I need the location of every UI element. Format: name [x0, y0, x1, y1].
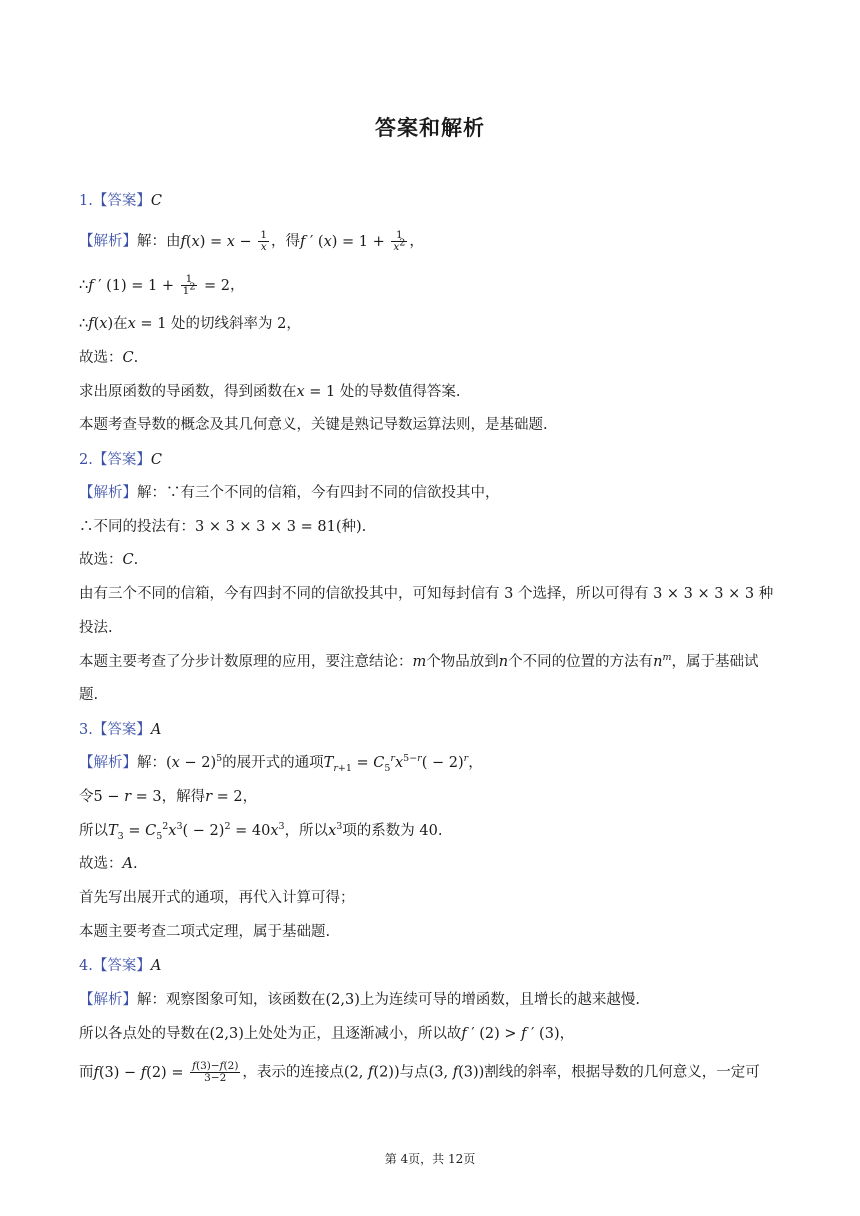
q2-analysis-line-4 [79, 583, 784, 605]
q3-text: . [437, 823, 443, 839]
q3-analysis-line-4 [79, 853, 784, 875]
q1-analysis-line-5 [79, 381, 784, 403]
q4-text: 而 [79, 1064, 94, 1081]
q3-equation: 5 − r = 3 [93, 789, 162, 805]
q1-text: ，得 [271, 233, 301, 250]
q2-answer-line [79, 449, 784, 471]
q1-analysis-tag: 【解析】 [79, 233, 137, 250]
q2-text: (种). [335, 519, 367, 535]
q3-text: 解： [137, 755, 166, 771]
q3-answer-tag: 【答案】 [92, 722, 151, 738]
q1-formula-f-prime-1: f ′ (1) = 1 + $\frac{1}{1^2}$ = 2 [88, 273, 230, 297]
q3-t3: $T_3 = C_5^2x^3( - 2)^2 = 40x^3$ [108, 821, 285, 842]
q4-number: 4. [79, 958, 93, 974]
q3-text: 所以 [79, 823, 108, 839]
q3-choice: A [122, 856, 133, 872]
q3-coefficient: 40 [419, 823, 438, 839]
q1-text: 在 [113, 316, 128, 332]
q4-text: 解：观察图象可知，该函数在 [137, 992, 326, 1008]
page-title: 答案和解析 [375, 116, 485, 140]
q1-text: 处的切线斜率为 [171, 316, 273, 332]
q3-analysis-tag: 【解析】 [79, 755, 137, 771]
q3-general-term: $T_{r+1} = C_5^rx^{5-r}( - 2)^r$ [323, 753, 469, 774]
q3-analysis-line-1 [79, 752, 784, 774]
q4-text: 与点 [399, 1064, 429, 1081]
q4-answer-tag: 【答案】 [92, 958, 151, 974]
q2-analysis-tag: 【解析】 [79, 485, 137, 501]
q2-choice: C [122, 552, 134, 568]
q4-secant-formula: f(3) − f(2) = $\frac{f(3)-f(2)}{3-2}$ [93, 1060, 239, 1084]
q2-var-m: m [412, 654, 427, 670]
q1-answer-tag: 【答案】 [92, 193, 151, 209]
q4-interval: (2,3) [209, 1026, 244, 1042]
q3-x-cubed: $x^3$ [328, 821, 343, 839]
q2-number-3: 3 [504, 586, 514, 602]
q1-number: 1. [79, 193, 93, 209]
q4-analysis-line-3 [79, 1061, 784, 1084]
q4-text: ，表示的连接点 [242, 1064, 344, 1081]
q2-text: 故选： [79, 552, 123, 568]
q2-product: 3 × 3 × 3 × 3 = 81 [195, 519, 336, 535]
q3-analysis-line-2 [79, 786, 784, 808]
q4-analysis-line-1 [79, 989, 784, 1011]
q1-text: ， [409, 233, 424, 250]
q1-text: ∴ [79, 316, 89, 332]
q1-choice: C [122, 350, 134, 366]
q1-text: 故选： [79, 350, 123, 366]
q2-text: 种 [758, 586, 774, 602]
q2-text: ∴不同的投法有： [79, 519, 195, 535]
q4-point-2: (3, f(3)) [428, 1064, 485, 1081]
q4-interval: (2,3) [325, 992, 360, 1008]
q2-text: 由有三个不同的信箱，今有四封不同的信欲投其中，可知每封信有 [79, 586, 500, 602]
q1-text: . [133, 350, 139, 366]
q1-text: ， [286, 316, 301, 332]
q3-answer-choice: A [150, 722, 162, 738]
q3-analysis-line-3 [79, 820, 784, 842]
q1-x-eq-1: x = 1 [127, 316, 172, 332]
q3-text: ，解得 [161, 789, 206, 805]
q2-analysis-line-6 [79, 651, 784, 673]
q3-text: 项的系数为 [342, 823, 415, 839]
q3-analysis-line-5: 首先写出展开式的通项，再代入计算可得； [79, 890, 355, 906]
q4-text: 所以各点处的导数在 [79, 1026, 210, 1042]
q4-text: 上为连续可导的增函数，且增长的越来越慢. [359, 992, 640, 1008]
q4-derivative-compare: f ′ (2) > f ′ (3) [461, 1026, 560, 1042]
q4-text: 割线的斜率，根据导数的几何意义，一定可 [484, 1064, 760, 1081]
q3-text: ，所以 [284, 823, 329, 839]
q3-text: 的展开式的通项 [222, 755, 324, 771]
q1-text: 处的导数值得答案. [339, 384, 461, 400]
q1-analysis-line-3 [79, 313, 784, 335]
q3-text: ， [242, 789, 258, 805]
page-footer: 第 4页，共 12页 [384, 1152, 476, 1166]
q2-text: 个不同的位置的方法有 [508, 654, 654, 670]
q1-analysis-line-6: 本题考查导数的概念及其几何意义，关键是熟记导数运算法则，是基础题. [79, 417, 548, 433]
q3-binomial: $(x - 2)^5$ [166, 753, 223, 771]
q1-slope: 2 [277, 316, 287, 332]
q2-text: 解：∵有三个不同的信箱，今有四封不同的信欲投其中， [137, 485, 500, 501]
q1-analysis-line-2 [79, 274, 784, 297]
q2-number: 2. [79, 452, 93, 468]
q3-r-value: r = 2 [205, 789, 243, 805]
q1-text: 解：由 [137, 233, 181, 250]
q1-formula-f: f(x) = x − $\frac{1}{x}$ [180, 229, 268, 253]
q2-text: ，属于基础试 [671, 654, 759, 670]
q1-formula-derivative: f ′ (x) = 1 + $\frac{1}{x^2}$ [300, 229, 406, 253]
q2-text: 个物品放到 [426, 654, 499, 670]
q4-answer-choice: A [150, 958, 162, 974]
q4-analysis-tag: 【解析】 [79, 992, 137, 1008]
q2-analysis-line-1 [79, 482, 784, 504]
q3-answer-line [79, 719, 784, 741]
q3-number: 3. [79, 722, 93, 738]
q2-text: . [133, 552, 139, 568]
q1-answer-line [79, 190, 784, 212]
q1-text: ∴ [79, 277, 89, 294]
q1-x-eq-1: x = 1 [296, 384, 340, 400]
q2-text: 个选择，所以可得有 [517, 586, 649, 602]
q2-analysis-line-3 [79, 549, 784, 571]
q1-fx: f(x) [88, 316, 114, 332]
q2-analysis-line-7: 题. [79, 687, 99, 703]
q1-text: ， [229, 277, 245, 294]
q4-text: 上处处为正，且逐渐减小，所以故 [243, 1026, 462, 1042]
q3-text: 令 [79, 789, 94, 805]
q3-text: . [132, 856, 138, 872]
q2-analysis-line-5: 投法. [79, 620, 113, 636]
q2-product: 3 × 3 × 3 × 3 [653, 586, 755, 602]
q1-analysis-line-4 [79, 347, 784, 369]
q2-analysis-line-2 [79, 516, 784, 538]
q4-text: ， [559, 1026, 575, 1042]
q1-analysis-line-1 [79, 230, 784, 253]
q2-var-n: n [498, 654, 509, 670]
q1-text: 求出原函数的导函数，得到函数在 [79, 384, 297, 400]
q4-point-1: (2, f(2)) [343, 1064, 400, 1081]
q3-text: ， [468, 755, 483, 771]
q4-analysis-line-2 [79, 1023, 784, 1045]
q3-analysis-line-6: 本题主要考查二项式定理，属于基础题. [79, 924, 331, 940]
q1-answer-choice: C [150, 193, 162, 209]
q2-answer-tag: 【答案】 [92, 452, 151, 468]
q2-text: 本题主要考查了分步计数原理的应用，要注意结论： [79, 654, 413, 670]
q2-n-pow-m: $n^m$ [653, 652, 672, 670]
q2-answer-choice: C [150, 452, 162, 468]
q4-answer-line [79, 955, 784, 977]
q3-text: 故选： [79, 856, 123, 872]
